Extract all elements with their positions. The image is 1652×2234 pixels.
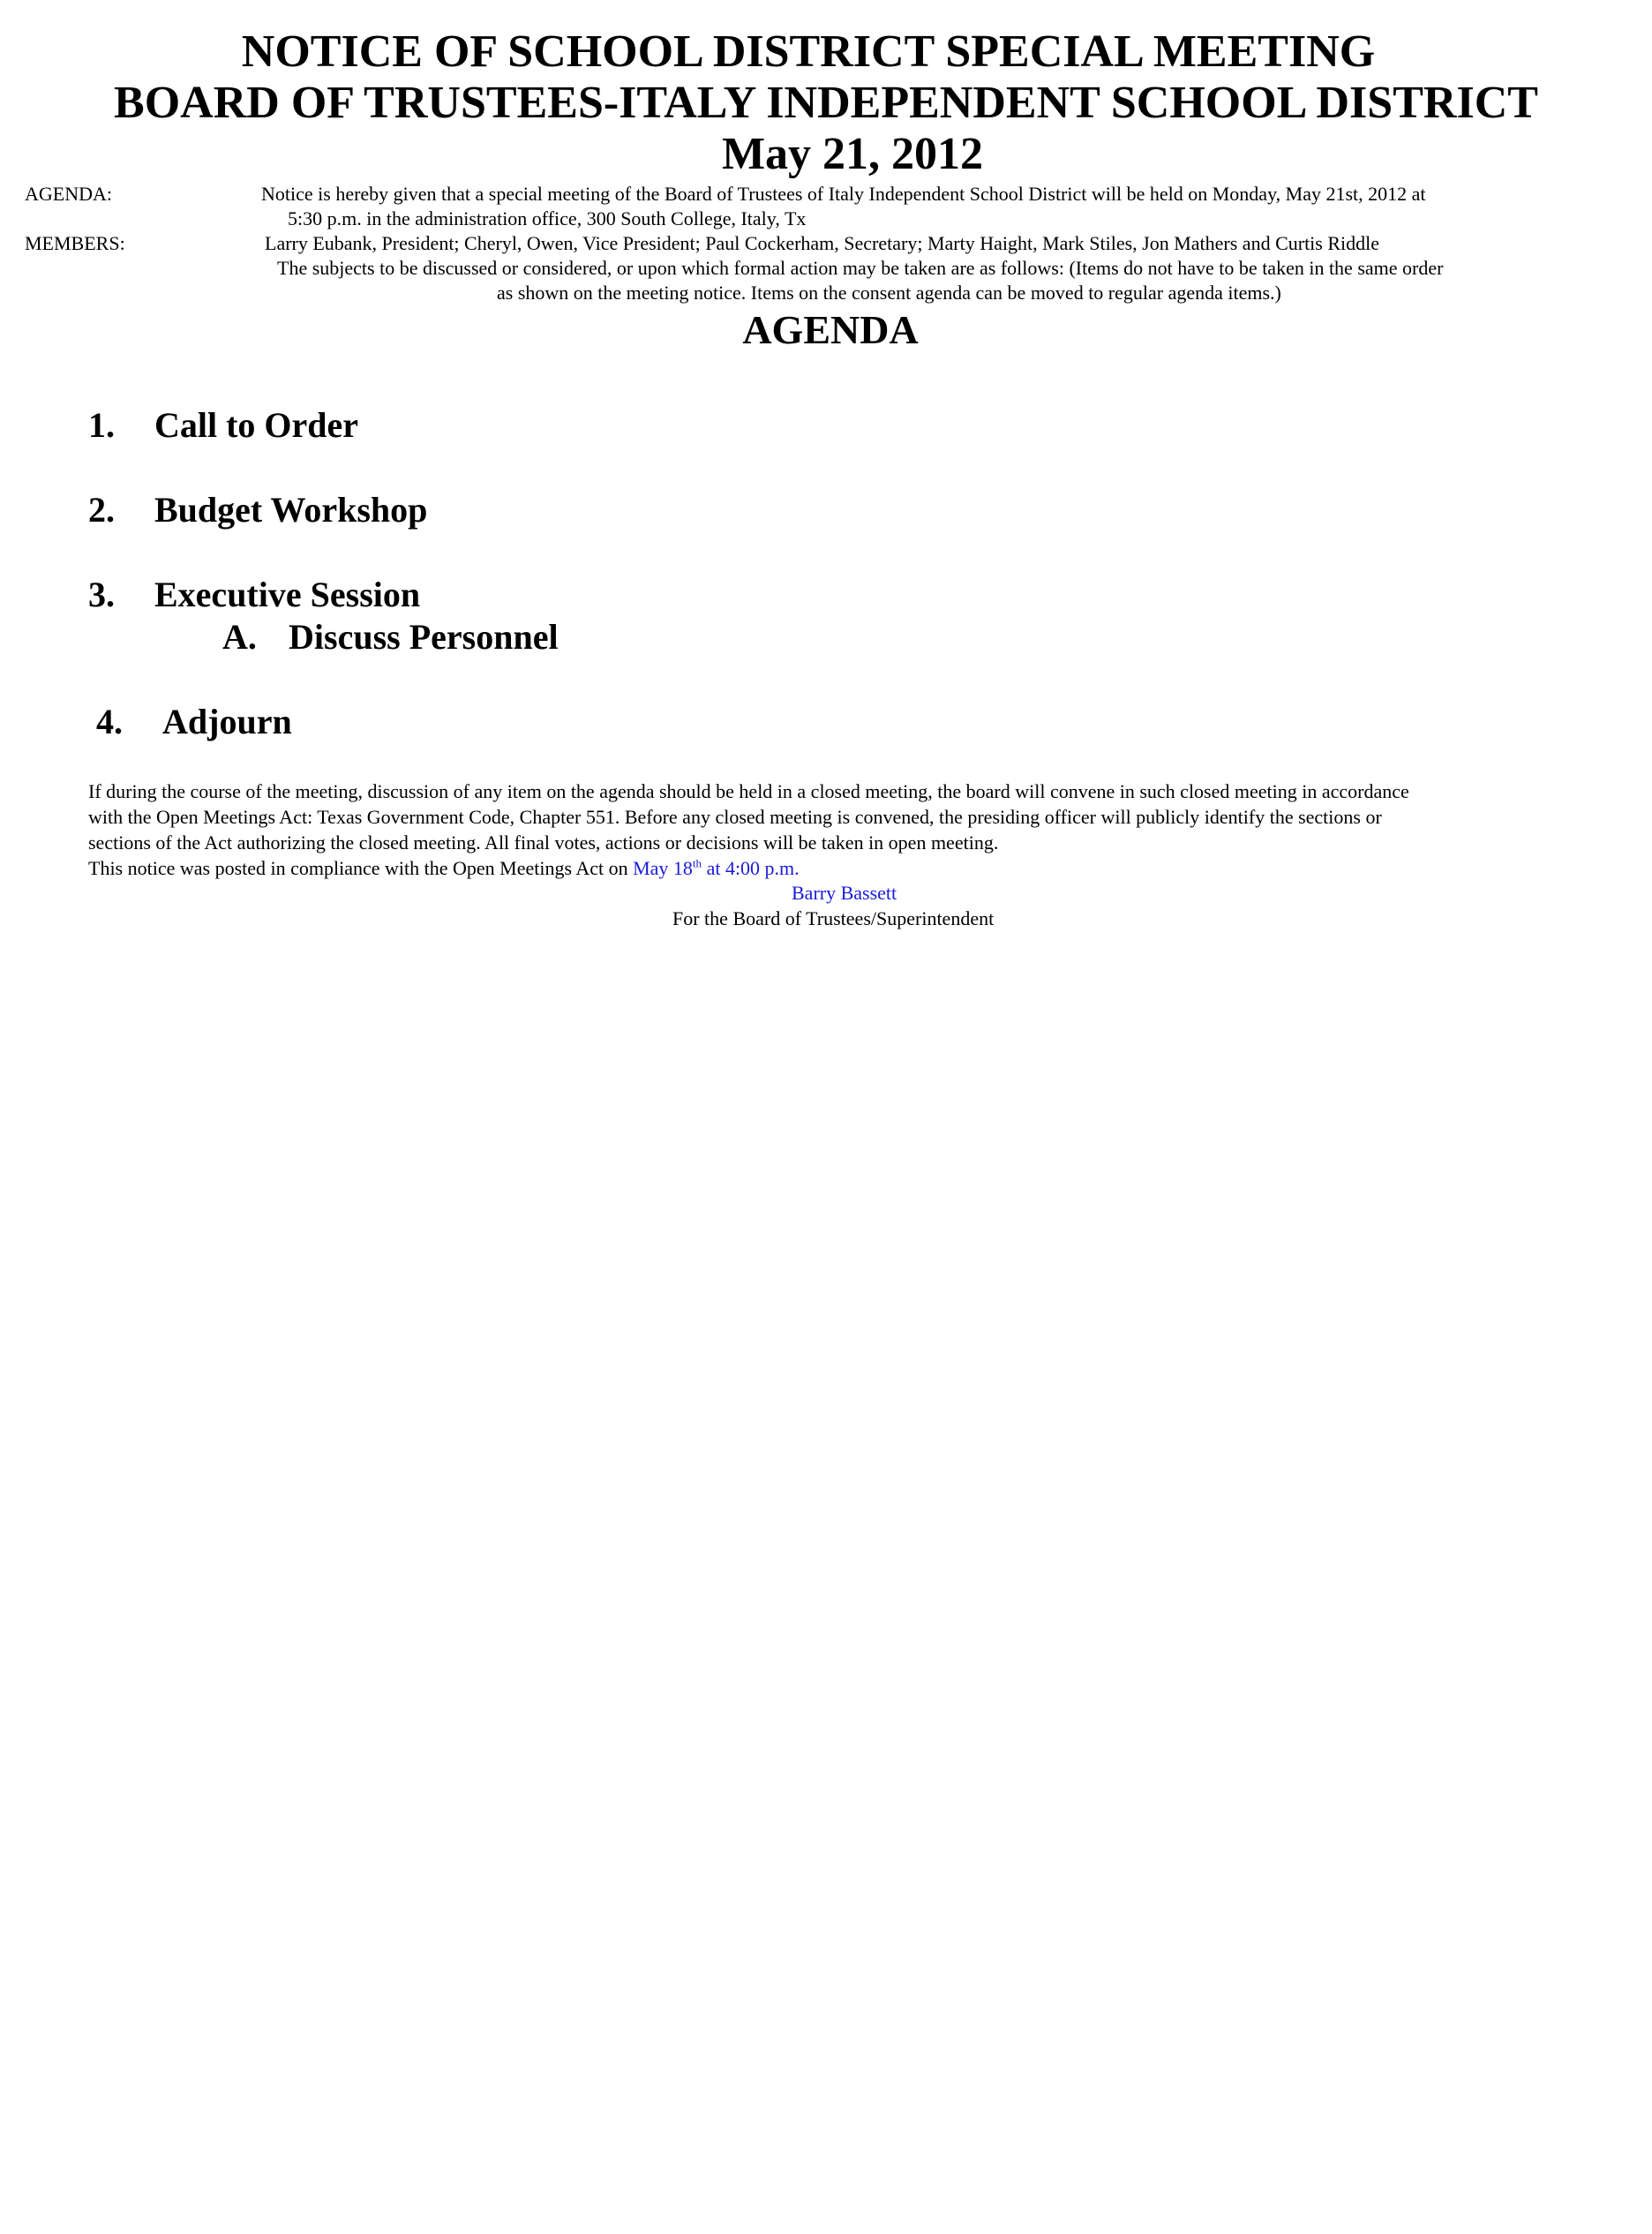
meeting-date: May 21, 2012: [721, 129, 984, 179]
posting-notice: [88, 855, 800, 881]
agenda-item: [88, 574, 420, 616]
agenda-item: [88, 404, 358, 447]
agenda-item-label: Executive Session: [154, 575, 421, 614]
members-text: Larry Eubank, President; Cheryl, Owen, Vice President; Paul Cockerham, Secretary; Marty Haight, Mark Stiles, Jon Mathers and Curtis Riddle: [265, 232, 1380, 254]
agenda-item: [96, 701, 292, 743]
notice-title: NOTICE OF SCHOOL DISTRICT SPECIAL MEETING: [241, 26, 1376, 77]
agenda-sub-item: [222, 616, 559, 658]
agenda-item-number: 1.: [88, 405, 115, 445]
agenda-item-label: Budget Workshop: [154, 490, 428, 530]
agenda-item-label: Discuss Personnel: [289, 617, 559, 657]
notice-text-line-1: Notice is hereby given that a special meeting of the Board of Trustees of Italy Independent School District will be held on Monday, May 21st, 2012 at: [261, 183, 1426, 205]
agenda-item-number: 4.: [96, 702, 123, 741]
posting-time: at 4:00 p.m.: [702, 857, 800, 879]
closed-meeting-paragraph-line-1: If during the course of the meeting, discussion of any item on the agenda should be held in a closed meeting, the board will convene in such closed meeting in accordance: [88, 780, 1409, 802]
closed-meeting-paragraph-line-2: with the Open Meetings Act: Texas Government Code, Chapter 551. Before any closed meeting is convened, the presiding officer will publicly identify the sections or: [88, 806, 1382, 828]
agenda-item-number: 2.: [88, 490, 115, 530]
members-label: MEMBERS:: [25, 232, 125, 254]
subjects-line-1: The subjects to be discussed or considered, or upon which formal action may be taken are as follows: (Items do not have to be taken in the same order: [277, 257, 1444, 279]
posting-notice-prefix: This notice was posted in compliance with the Open Meetings Act on: [88, 857, 634, 879]
agenda-heading: AGENDA: [742, 307, 919, 352]
notice-text-line-2: 5:30 p.m. in the administration office, 300 South College, Italy, Tx: [288, 207, 807, 229]
agenda-item-number: 3.: [88, 575, 115, 614]
signer-name: Barry Bassett: [792, 882, 897, 904]
posting-date: May 18: [633, 857, 693, 879]
agenda-item-label: Call to Order: [154, 405, 359, 445]
closed-meeting-paragraph-line-3: sections of the Act authorizing the closed meeting. All final votes, actions or decisions will be taken in open meeting.: [88, 831, 999, 854]
signer-title: For the Board of Trustees/Superintendent: [672, 907, 995, 929]
agenda-label: AGENDA:: [25, 183, 112, 205]
board-title: BOARD OF TRUSTEES-ITALY INDEPENDENT SCHOOL DISTRICT: [114, 78, 1538, 128]
posting-date-suffix: th: [692, 856, 702, 870]
agenda-item-number: A.: [222, 617, 257, 657]
subjects-line-2: as shown on the meeting notice. Items on the consent agenda can be moved to regular agenda items.): [497, 282, 1281, 304]
agenda-item-label: Adjourn: [162, 702, 292, 741]
agenda-item: [88, 489, 427, 531]
